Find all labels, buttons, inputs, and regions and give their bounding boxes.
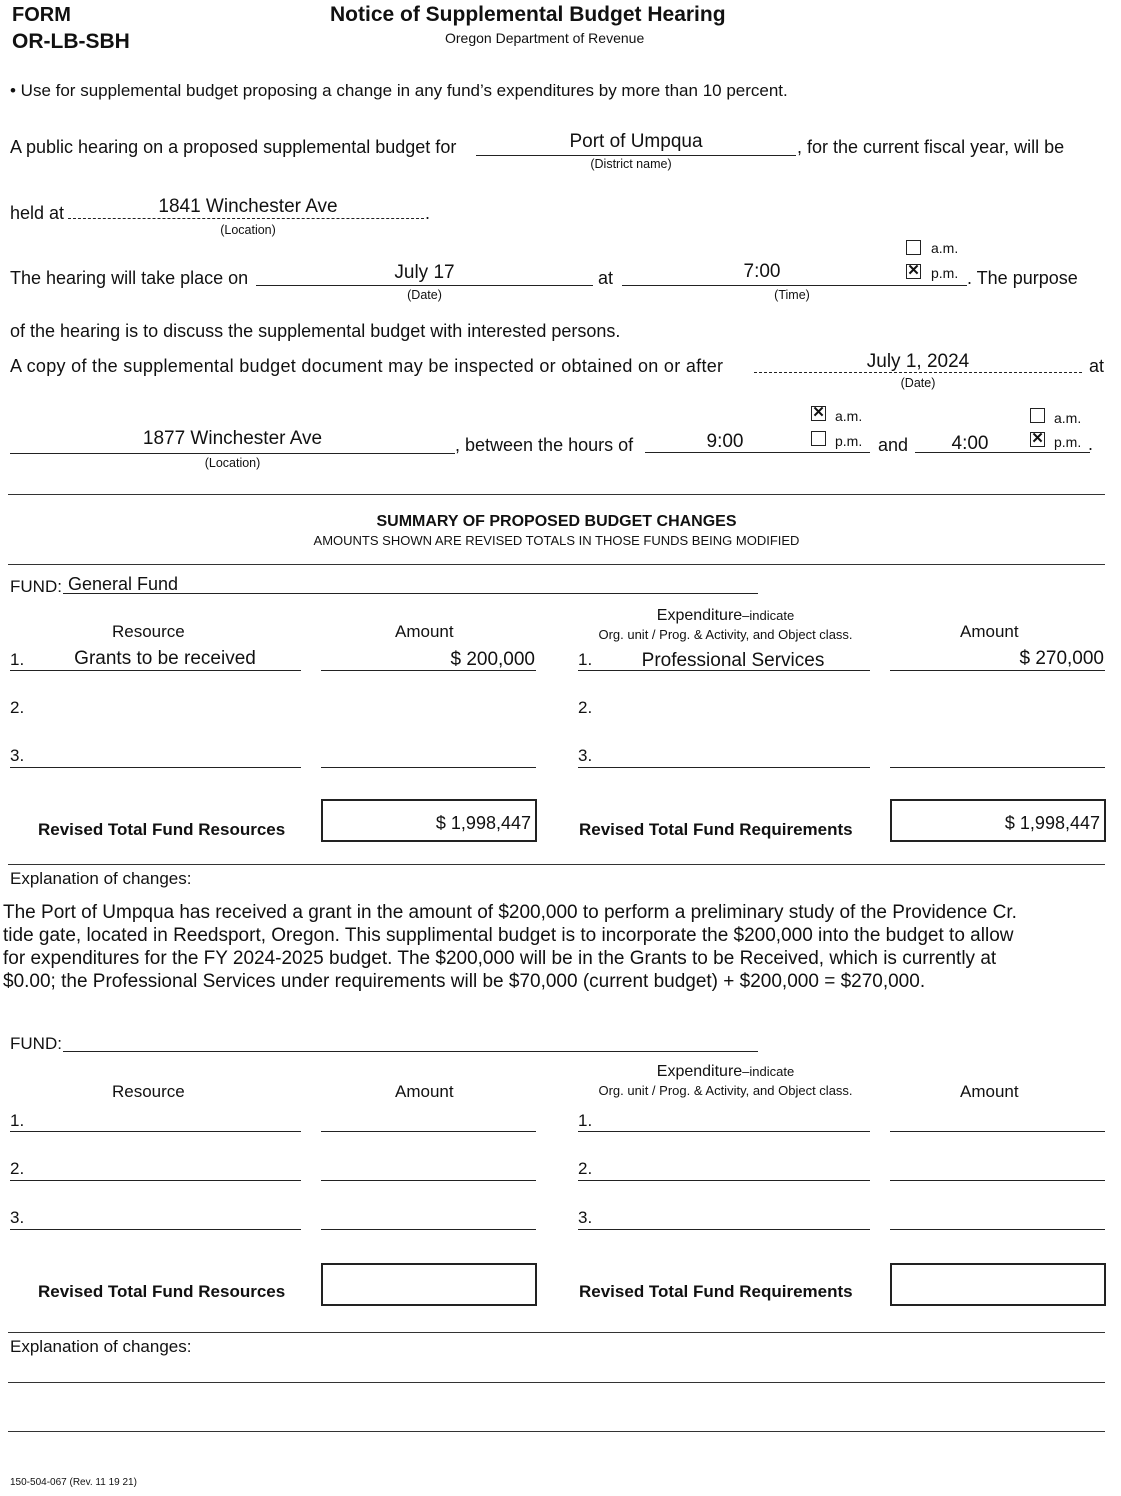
end-am-checkbox[interactable] <box>1030 408 1045 423</box>
start-pm-label: p.m. <box>835 433 863 449</box>
divider <box>8 864 1105 865</box>
copy-location-line <box>10 453 455 454</box>
expenditure-label: Expenditure <box>656 1063 743 1080</box>
expenditure-amount-line[interactable] <box>890 1131 1105 1132</box>
end-time-field[interactable]: 4:00 <box>951 433 989 454</box>
row-number: 2. <box>10 1159 25 1178</box>
form-label: FORM <box>12 4 71 26</box>
hearing-at-label: at <box>598 268 614 288</box>
hearing-pm-label: p.m. <box>931 265 959 281</box>
hearing-location-field[interactable]: 1841 Winchester Ave <box>158 196 338 217</box>
hearing-date-line <box>256 285 593 286</box>
copy-date-caption: (Date) <box>900 376 936 390</box>
resource-amount-line[interactable] <box>321 1131 536 1132</box>
total-requirements-value: $ 1,998,447 <box>1004 813 1100 833</box>
end-pm-label: p.m. <box>1054 434 1082 450</box>
fund-name-line[interactable] <box>63 1051 758 1052</box>
row-number: 2. <box>578 1159 593 1178</box>
row-number: 1. <box>578 650 593 669</box>
expenditure-header <box>578 607 873 625</box>
revised-resources-label: Revised Total Fund Resources <box>38 820 286 839</box>
purpose-text: of the hearing is to discuss the supplemental budget with interested persons. <box>10 321 621 341</box>
hearing-location-caption: (Location) <box>220 223 276 237</box>
total-requirements-box[interactable] <box>890 1263 1106 1306</box>
explanation-line[interactable] <box>8 1431 1105 1432</box>
copy-at-label: at <box>1089 356 1105 376</box>
summary-title: SUMMARY OF PROPOSED BUDGET CHANGES <box>376 513 737 530</box>
copy-info-text: A copy of the supplemental budget document may be inspected or obtained on or after <box>10 356 724 376</box>
resource-line[interactable] <box>10 1229 301 1230</box>
copy-date-field[interactable]: July 1, 2024 <box>866 351 970 372</box>
end-pm-checkbox[interactable]: ✕ <box>1031 430 1044 447</box>
start-am-label: a.m. <box>835 408 863 424</box>
form-number: 150-504-067 (Rev. 11 19 21) <box>10 1477 137 1488</box>
district-name-field[interactable]: Port of Umpqua <box>569 131 703 152</box>
expenditure-line[interactable] <box>578 1229 870 1230</box>
row-number: 3. <box>10 746 25 765</box>
expenditure-label: Expenditure <box>656 607 743 624</box>
revised-requirements-label: Revised Total Fund Requirements <box>579 820 853 839</box>
expenditure-line[interactable] <box>578 1180 870 1181</box>
and-label: and <box>878 435 909 455</box>
expenditure-amount-line <box>890 670 1105 671</box>
hearing-location-line <box>68 218 424 219</box>
form-code: OR-LB-SBH <box>12 30 130 53</box>
fund-label: FUND: <box>10 577 62 596</box>
fund-name-field[interactable]: General Fund <box>68 574 179 594</box>
hearing-time-field[interactable]: 7:00 <box>743 261 781 282</box>
hearing-pm-checkbox[interactable]: ✕ <box>907 262 920 279</box>
summary-subtitle: AMOUNTS SHOWN ARE REVISED TOTALS IN THOSE FUNDS BEING MODIFIED <box>313 533 800 548</box>
resource-amount-line <box>321 767 536 768</box>
district-name-caption: (District name) <box>590 157 672 171</box>
explanation-line: for expenditures for the FY 2024-2025 budget. The $200,000 will be in the Grants to be Received, which is currently at <box>3 948 997 969</box>
revised-requirements-label: Revised Total Fund Requirements <box>579 1282 853 1301</box>
explanation-line: The Port of Umpqua has received a grant in the amount of $200,000 to perform a preliminary study of the Providence Cr. <box>3 902 1017 923</box>
agency-name: Oregon Department of Revenue <box>445 30 645 46</box>
end-am-label: a.m. <box>1054 410 1082 426</box>
held-at-label: held at <box>10 203 65 223</box>
resource-1-field[interactable]: Grants to be received <box>74 648 256 669</box>
indicate-label: –indicate <box>742 608 795 623</box>
explanation-label: Explanation of changes: <box>10 1337 192 1356</box>
hearing-am-label: a.m. <box>931 240 959 256</box>
hearing-date-caption: (Date) <box>407 288 442 302</box>
expenditure-line[interactable] <box>578 1131 870 1132</box>
resource-amount-header: Amount <box>395 1082 454 1101</box>
explanation-text[interactable] <box>3 901 1017 993</box>
district-name-line <box>476 155 796 156</box>
expenditure-line <box>578 767 870 768</box>
hearing-date-label: The hearing will take place on <box>10 268 249 288</box>
org-unit-label: Org. unit / Prog. & Activity, and Object class. <box>598 1083 853 1098</box>
held-at-period: . <box>425 203 431 223</box>
explanation-line: $0.00; the Professional Services under requirements will be $70,000 (current budget) + $200,000 = $270,000. <box>3 971 926 992</box>
between-label: , between the hours of <box>455 435 634 455</box>
resource-amount-line[interactable] <box>321 1229 536 1230</box>
row-number: 2. <box>10 698 25 717</box>
row-number: 2. <box>578 698 593 717</box>
expenditure-amount-line[interactable] <box>890 1180 1105 1181</box>
resource-line <box>10 670 301 671</box>
page-title: Notice of Supplemental Budget Hearing <box>330 3 726 26</box>
start-am-checkbox[interactable]: ✕ <box>812 404 825 421</box>
start-pm-checkbox[interactable] <box>811 431 826 446</box>
resource-line <box>10 767 301 768</box>
revised-resources-label: Revised Total Fund Resources <box>38 1282 286 1301</box>
resource-line[interactable] <box>10 1180 301 1181</box>
purpose-suffix: . The purpose <box>967 268 1078 288</box>
divider <box>8 564 1105 565</box>
row-number: 3. <box>578 746 593 765</box>
hearing-time-caption: (Time) <box>774 288 810 302</box>
hearing-date-field[interactable]: July 17 <box>394 262 455 283</box>
total-resources-box[interactable] <box>321 799 537 842</box>
expenditure-header <box>578 1063 873 1081</box>
row-number: 1. <box>578 1111 593 1130</box>
row-number: 1. <box>10 1111 25 1130</box>
org-unit-label: Org. unit / Prog. & Activity, and Object class. <box>598 627 853 642</box>
expenditure-amount-header: Amount <box>960 1082 1019 1101</box>
hearing-intro-suffix: , for the current fiscal year, will be <box>797 137 1065 157</box>
expenditure-amount-line[interactable] <box>890 1229 1105 1230</box>
hearing-time-line <box>622 285 967 286</box>
expenditure-amount-line <box>890 767 1105 768</box>
row-number: 3. <box>10 1208 25 1227</box>
indicate-label: –indicate <box>742 1064 795 1079</box>
total-resources-value: $ 1,998,447 <box>435 813 531 833</box>
divider <box>8 1332 1105 1333</box>
resource-1-amount-field[interactable]: $ 200,000 <box>450 649 535 670</box>
copy-location-field[interactable]: 1877 Winchester Ave <box>142 428 323 449</box>
resource-header: Resource <box>112 1082 185 1101</box>
copy-end-period: . <box>1088 434 1094 454</box>
resource-line[interactable] <box>10 1131 301 1132</box>
total-resources-box[interactable] <box>321 1263 537 1306</box>
expenditure-1-amount-field[interactable]: $ 270,000 <box>1019 648 1104 669</box>
copy-location-caption: (Location) <box>204 456 261 470</box>
usage-note: • Use for supplemental budget proposing a change in any fund’s expenditures by more than 10 percent. <box>10 81 788 100</box>
resource-amount-line[interactable] <box>321 1180 536 1181</box>
resource-amount-header: Amount <box>395 622 454 641</box>
hearing-am-checkbox[interactable] <box>906 240 921 255</box>
resource-header: Resource <box>112 622 185 641</box>
explanation-line: tide gate, located in Reedsport, Oregon. This supplimental budget is to incorporate the $200,000 into the budget to allow <box>3 925 1014 946</box>
hearing-intro-text: A public hearing on a proposed supplemental budget for <box>10 137 457 157</box>
explanation-label: Explanation of changes: <box>10 869 192 888</box>
divider <box>8 494 1105 495</box>
expenditure-1-field[interactable]: Professional Services <box>641 650 825 671</box>
row-number: 3. <box>578 1208 593 1227</box>
start-time-field[interactable]: 9:00 <box>706 431 744 452</box>
total-requirements-box[interactable] <box>890 799 1106 842</box>
row-number: 1. <box>10 650 25 669</box>
expenditure-amount-header: Amount <box>960 622 1019 641</box>
fund-label: FUND: <box>10 1034 62 1053</box>
explanation-line[interactable] <box>8 1382 1105 1383</box>
